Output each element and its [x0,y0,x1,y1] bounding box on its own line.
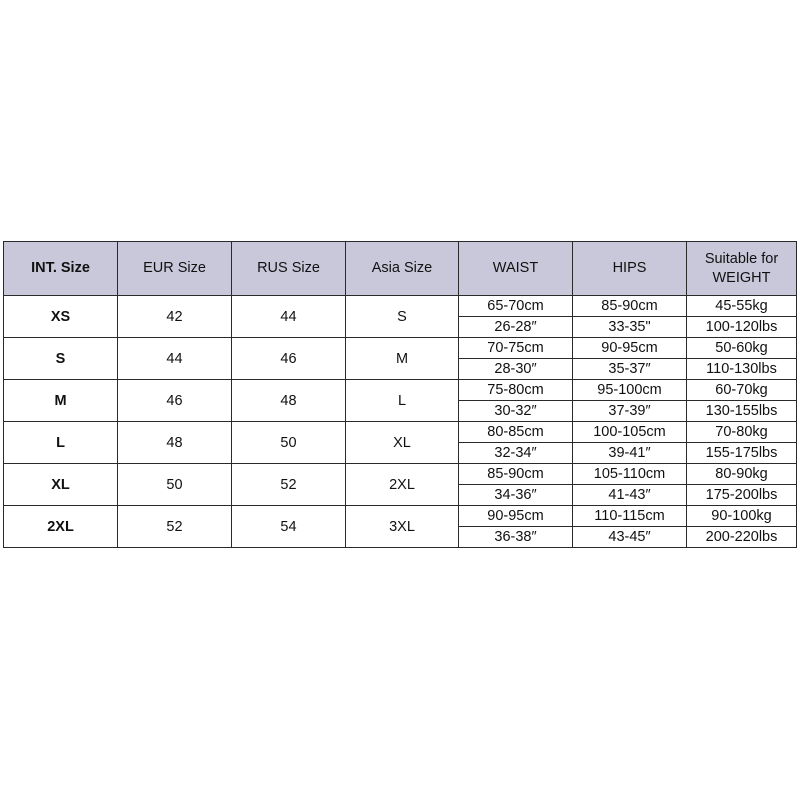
waist-cm-cell: 70-75cm [459,338,573,359]
weight-kg-cell: 45-55kg [687,296,797,317]
asia-size-cell: M [346,338,459,380]
header-weight [687,242,797,296]
table-row [4,506,797,527]
header-rus-size: RUS Size [232,242,346,296]
waist-cm-cell: 65-70cm [459,296,573,317]
int-size-cell: M [4,380,118,422]
int-size-cell: XS [4,296,118,338]
header-weight-label: Suitable for WEIGHT [704,250,779,286]
waist-in-cell: 30-32″ [459,401,573,422]
weight-lbs-cell: 100-120lbs [687,317,797,338]
rus-size-cell: 52 [232,464,346,506]
rus-size-cell: 48 [232,380,346,422]
eur-size-cell: 48 [118,422,232,464]
hips-in-cell: 39-41″ [573,443,687,464]
asia-size-cell: 3XL [346,506,459,548]
int-size-cell: S [4,338,118,380]
waist-cm-cell: 90-95cm [459,506,573,527]
weight-lbs-cell: 200-220lbs [687,527,797,548]
hips-in-cell: 33-35" [573,317,687,338]
weight-kg-cell: 50-60kg [687,338,797,359]
table-row [4,464,797,485]
table-row [4,380,797,401]
int-size-cell: 2XL [4,506,118,548]
weight-kg-cell: 90-100kg [687,506,797,527]
header-row [4,242,797,296]
hips-in-cell: 41-43″ [573,485,687,506]
int-size-cell: XL [4,464,118,506]
rus-size-cell: 50 [232,422,346,464]
waist-cm-cell: 75-80cm [459,380,573,401]
eur-size-cell: 50 [118,464,232,506]
header-hips: HIPS [573,242,687,296]
hips-cm-cell: 100-105cm [573,422,687,443]
hips-cm-cell: 85-90cm [573,296,687,317]
rus-size-cell: 46 [232,338,346,380]
weight-lbs-cell: 175-200lbs [687,485,797,506]
size-chart-table [3,241,797,548]
hips-cm-cell: 90-95cm [573,338,687,359]
table-row [4,338,797,359]
rus-size-cell: 44 [232,296,346,338]
asia-size-cell: L [346,380,459,422]
header-asia-size: Asia Size [346,242,459,296]
table-row [4,422,797,443]
waist-cm-cell: 80-85cm [459,422,573,443]
weight-lbs-cell: 130-155lbs [687,401,797,422]
header-eur-size: EUR Size [118,242,232,296]
waist-cm-cell: 85-90cm [459,464,573,485]
eur-size-cell: 42 [118,296,232,338]
weight-kg-cell: 70-80kg [687,422,797,443]
waist-in-cell: 36-38″ [459,527,573,548]
int-size-cell: L [4,422,118,464]
header-waist: WAIST [459,242,573,296]
eur-size-cell: 52 [118,506,232,548]
hips-cm-cell: 110-115cm [573,506,687,527]
weight-lbs-cell: 110-130lbs [687,359,797,380]
weight-lbs-cell: 155-175lbs [687,443,797,464]
weight-kg-cell: 60-70kg [687,380,797,401]
rus-size-cell: 54 [232,506,346,548]
table-row [4,296,797,317]
hips-cm-cell: 95-100cm [573,380,687,401]
waist-in-cell: 32-34″ [459,443,573,464]
asia-size-cell: XL [346,422,459,464]
hips-in-cell: 37-39″ [573,401,687,422]
asia-size-cell: S [346,296,459,338]
waist-in-cell: 26-28″ [459,317,573,338]
waist-in-cell: 34-36″ [459,485,573,506]
hips-in-cell: 43-45″ [573,527,687,548]
weight-kg-cell: 80-90kg [687,464,797,485]
eur-size-cell: 46 [118,380,232,422]
eur-size-cell: 44 [118,338,232,380]
hips-in-cell: 35-37″ [573,359,687,380]
header-int-size: INT. Size [4,242,118,296]
hips-cm-cell: 105-110cm [573,464,687,485]
waist-in-cell: 28-30″ [459,359,573,380]
asia-size-cell: 2XL [346,464,459,506]
